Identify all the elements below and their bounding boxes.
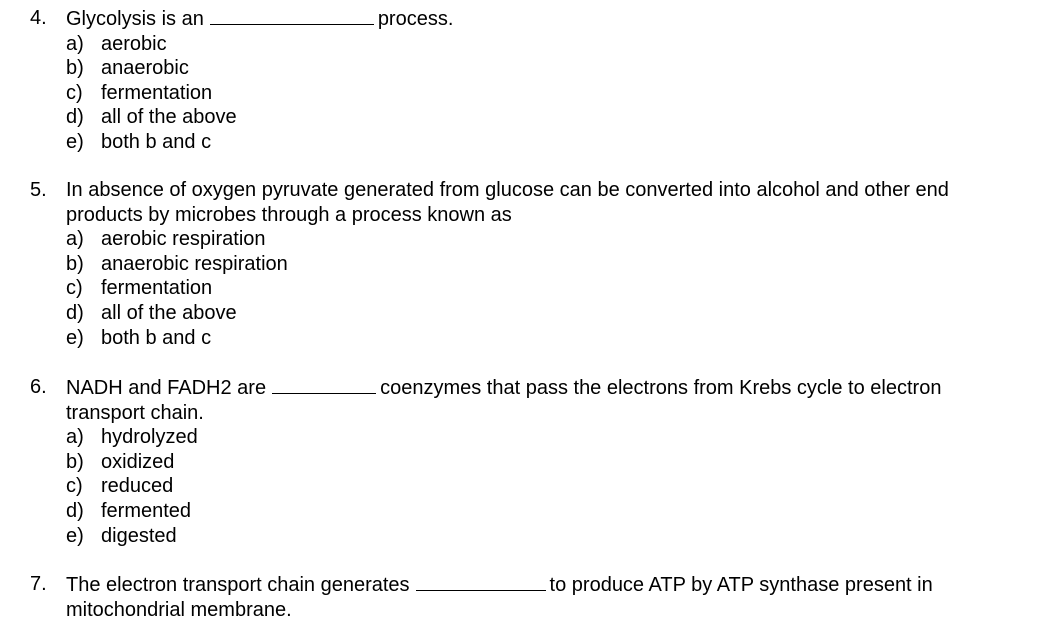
question-stem [66, 375, 1030, 425]
question-stem [66, 572, 1030, 622]
option-c [66, 276, 1030, 301]
option-text: all of the above [101, 301, 237, 324]
question-5 [30, 178, 1030, 350]
answer-blank [416, 572, 546, 591]
question-body [66, 178, 1030, 350]
option-b [66, 450, 1030, 475]
option-text: fermentation [101, 81, 213, 104]
option-text: both b and c [101, 326, 212, 349]
option-c [66, 474, 1030, 499]
question-number: 4. [30, 7, 47, 29]
stem-line-2: mitochondrial membrane. [66, 598, 292, 621]
option-letter: b) [66, 450, 84, 473]
options-list [66, 227, 1030, 350]
question-body [66, 572, 1030, 622]
option-text: fermentation [101, 277, 213, 300]
stem-text-after: process. [377, 8, 454, 30]
question-body [66, 6, 1030, 155]
option-e [66, 524, 1030, 549]
option-letter: d) [66, 301, 84, 324]
question-stem [66, 6, 1030, 32]
option-text: aerobic [101, 32, 167, 55]
option-letter: b) [66, 252, 84, 275]
stem-text-before: The electron transport chain generates [66, 574, 410, 596]
question-7 [30, 572, 1030, 622]
option-letter: a) [66, 426, 84, 449]
stem-line-1 [66, 375, 1030, 401]
option-text: oxidized [101, 450, 175, 473]
question-stem [66, 178, 1030, 227]
option-letter: a) [66, 32, 84, 55]
option-letter: d) [66, 106, 84, 129]
question-body [66, 375, 1030, 548]
stem-line-1 [66, 572, 1030, 598]
stem-line-2: products by microbes through a process known as [66, 203, 512, 226]
stem-text-before: Glycolysis is an [66, 8, 204, 30]
option-letter: e) [66, 130, 84, 153]
stem-line-1: In absence of oxygen pyruvate generated from glucose can be converted into alcohol and other end [66, 179, 949, 201]
option-text: hydrolyzed [101, 426, 198, 449]
option-letter: e) [66, 326, 84, 349]
option-text: anaerobic respiration [101, 252, 288, 275]
option-text: anaerobic [101, 57, 189, 80]
option-b [66, 252, 1030, 277]
option-a [66, 425, 1030, 450]
option-b [66, 56, 1030, 81]
option-d [66, 499, 1030, 524]
option-d [66, 105, 1030, 130]
question-6 [30, 375, 1030, 548]
option-text: reduced [101, 475, 174, 498]
option-e [66, 326, 1030, 351]
option-c [66, 81, 1030, 106]
option-letter: b) [66, 57, 84, 80]
answer-blank [272, 375, 376, 394]
question-number: 6. [30, 376, 47, 398]
option-letter: c) [66, 475, 83, 498]
question-number: 5. [30, 179, 47, 201]
option-letter: a) [66, 228, 84, 251]
options-list [66, 32, 1030, 155]
stem-text-after: coenzymes that pass the electrons from Krebs cycle to electron [380, 377, 942, 399]
option-text: fermented [101, 499, 192, 522]
option-letter: c) [66, 277, 83, 300]
options-list [66, 425, 1030, 548]
option-a [66, 32, 1030, 57]
answer-blank [210, 6, 374, 25]
option-e [66, 130, 1030, 155]
option-letter: e) [66, 524, 84, 547]
option-text: digested [101, 524, 177, 547]
option-letter: d) [66, 499, 84, 522]
stem-line-2: transport chain. [66, 401, 204, 424]
stem-text-before: NADH and FADH2 are [66, 377, 267, 399]
option-letter: c) [66, 81, 83, 104]
option-d [66, 301, 1030, 326]
question-number: 7. [30, 573, 47, 595]
question-4 [30, 6, 1030, 155]
stem-text-after: to produce ATP by ATP synthase present in [549, 574, 933, 596]
option-a [66, 227, 1030, 252]
option-text: aerobic respiration [101, 228, 266, 251]
option-text: both b and c [101, 130, 212, 153]
option-text: all of the above [101, 106, 237, 129]
